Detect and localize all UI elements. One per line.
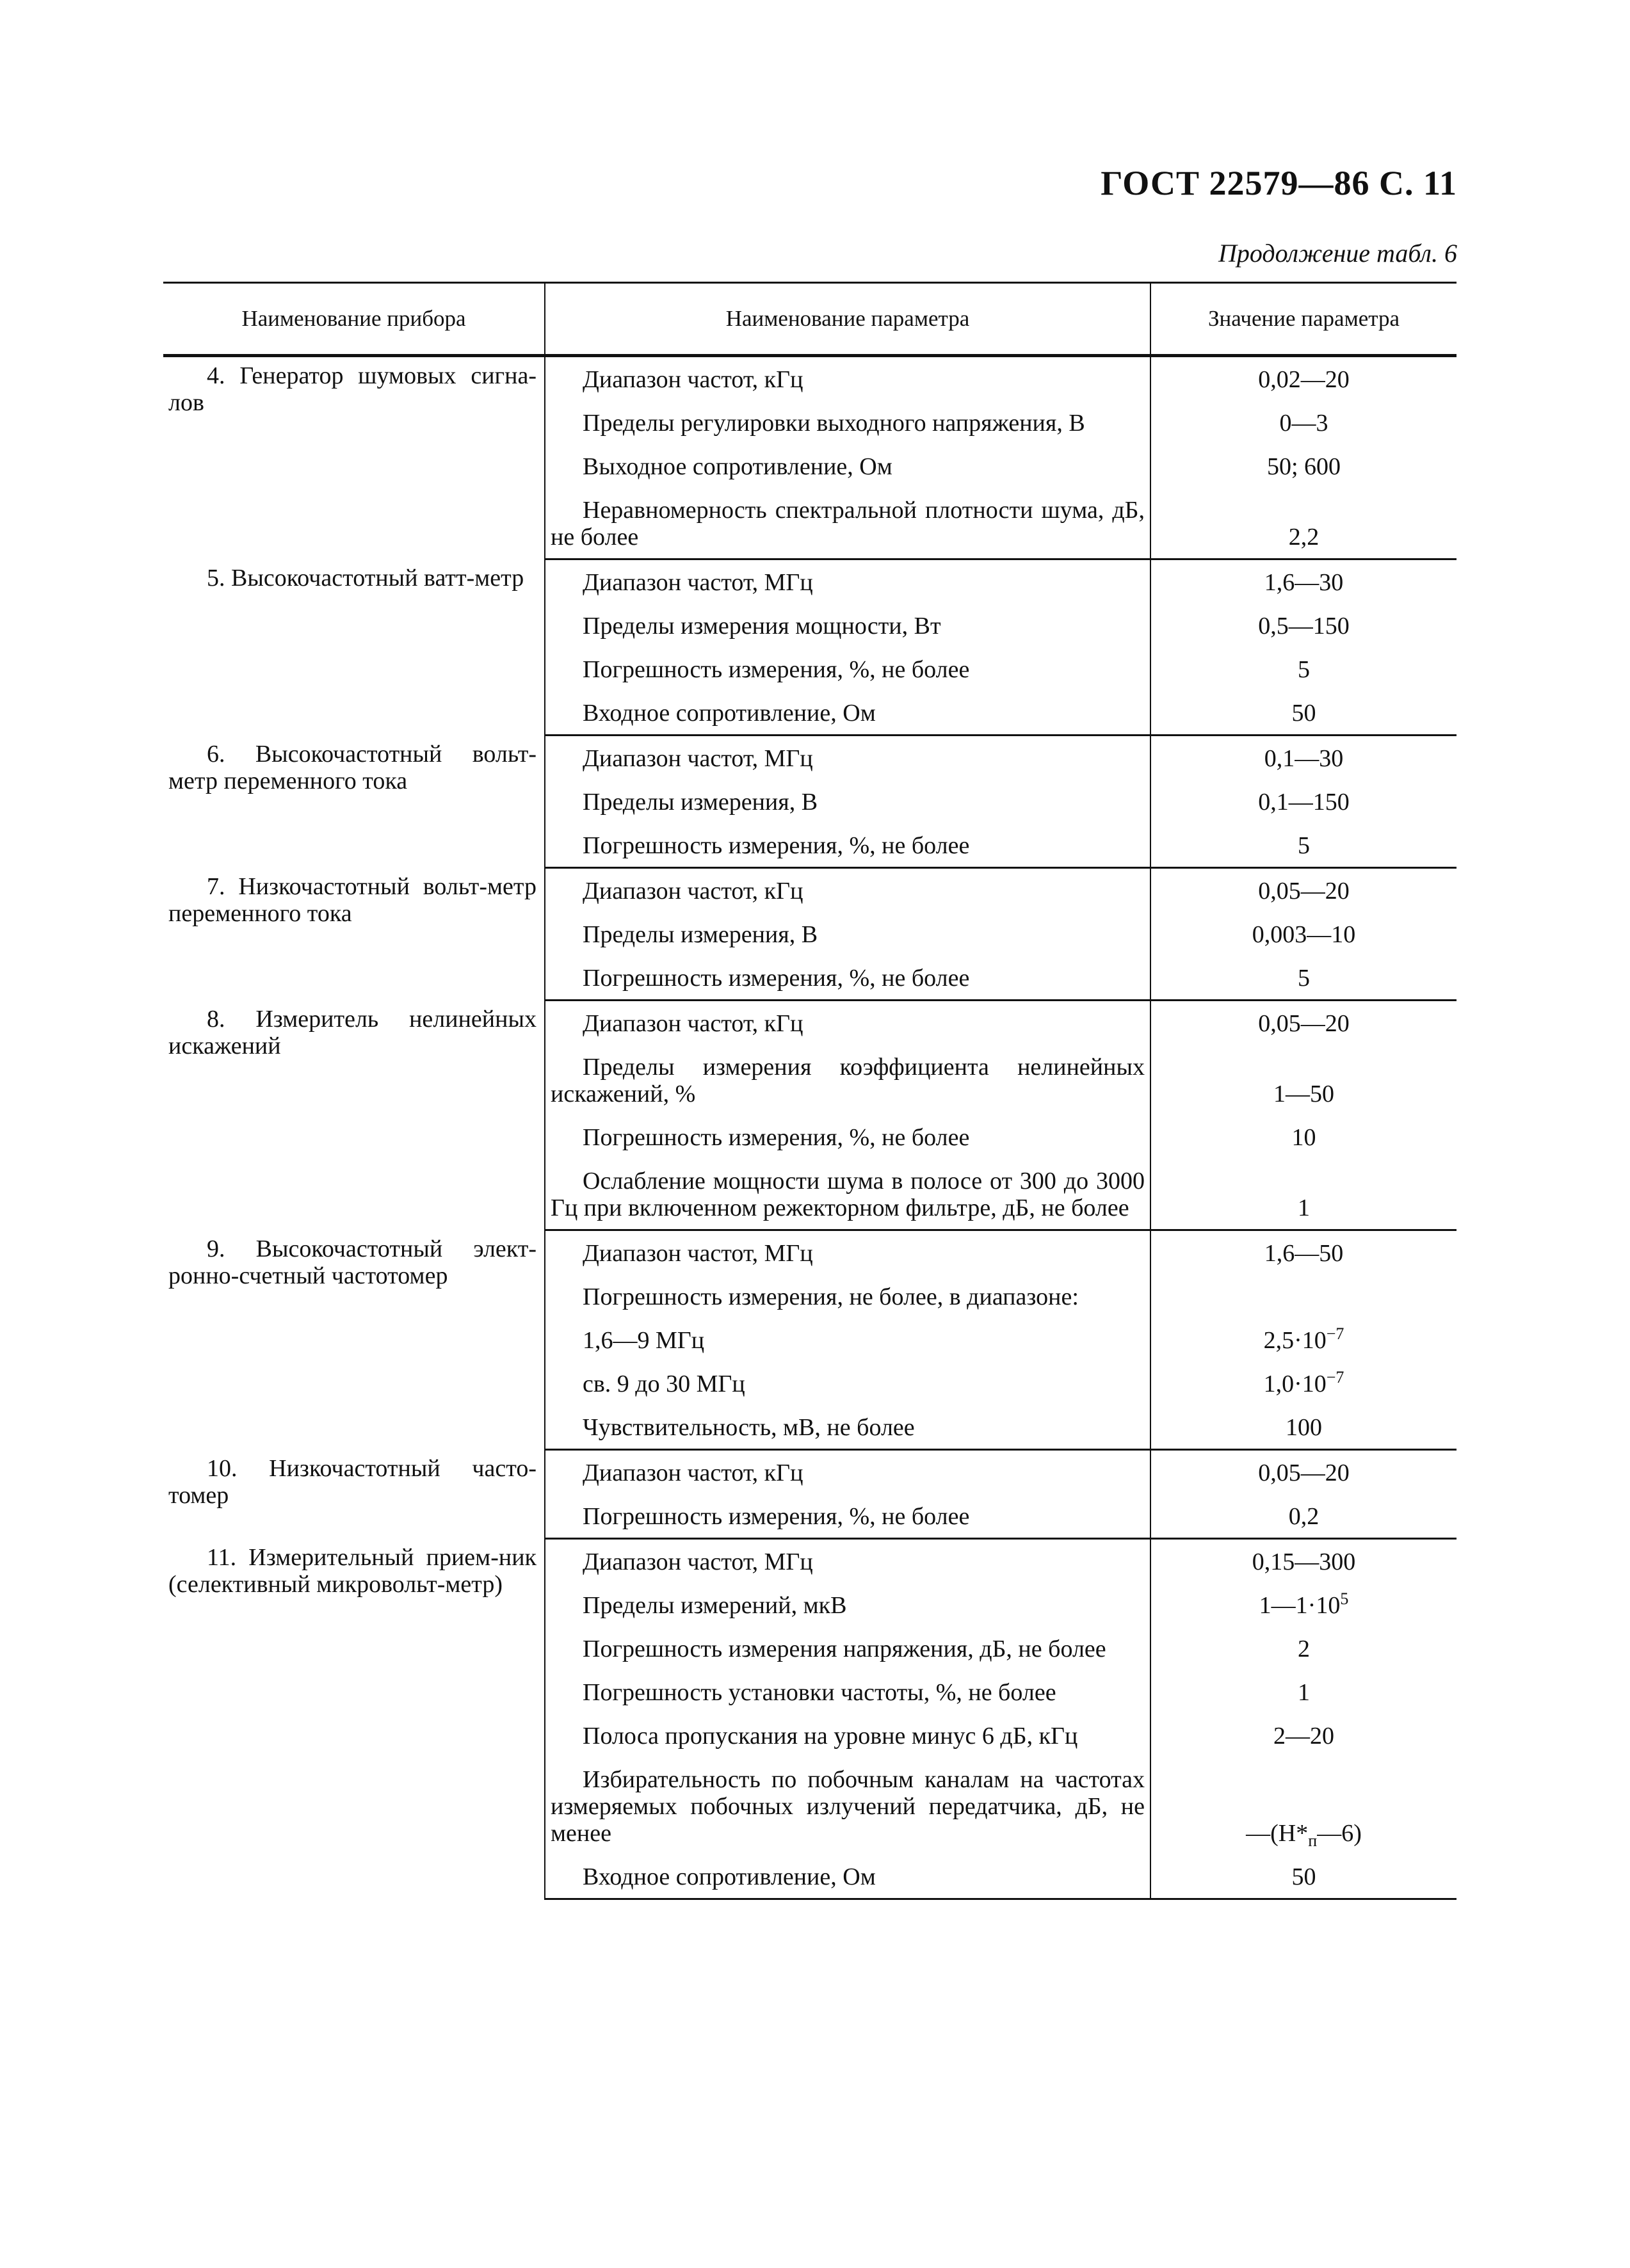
value-text: 0,1—30 bbox=[1264, 745, 1344, 772]
value-text: 2,2 bbox=[1288, 524, 1319, 551]
device-name-cell bbox=[163, 356, 545, 559]
value-cell bbox=[1150, 1001, 1457, 1045]
parameter-cell bbox=[545, 1318, 1150, 1362]
parameter-name: Диапазон частот, кГц bbox=[583, 878, 803, 905]
value-text: 5 bbox=[1298, 656, 1310, 683]
parameter-name: св. 9 до 30 МГц bbox=[583, 1371, 745, 1397]
parameter-name: Диапазон частот, кГц bbox=[583, 1460, 803, 1486]
value-text: 2—20 bbox=[1273, 1723, 1334, 1749]
parameter-name: Чувствительность, мВ, не более bbox=[583, 1414, 915, 1441]
value-text: 100 bbox=[1286, 1414, 1322, 1441]
parameter-cell bbox=[545, 1230, 1150, 1275]
value-text: 0,15—300 bbox=[1252, 1548, 1356, 1575]
device-name-cell bbox=[163, 736, 545, 868]
parameter-value bbox=[1155, 1503, 1453, 1530]
parameter-name: Ослабление мощности шума в полосе от 300 до 3000 Гц при включенном режекторном фильтре, дБ, не более bbox=[551, 1168, 1145, 1221]
parameter-value bbox=[1155, 656, 1453, 683]
parameter-value bbox=[1155, 613, 1453, 639]
parameter-cell bbox=[545, 488, 1150, 559]
parameter-name: Пределы измерения мощности, Вт bbox=[583, 613, 941, 639]
parameter-name: Неравномерность спектральной плотности шума, дБ, не более bbox=[551, 497, 1145, 551]
value-text: 50 bbox=[1291, 700, 1316, 727]
parameter-cell bbox=[545, 956, 1150, 1001]
table-row bbox=[163, 1539, 1457, 1584]
parameter-cell bbox=[545, 1115, 1150, 1159]
value-cell bbox=[1150, 1159, 1457, 1230]
parameter-name: Погрешность измерения, не более, в диапазоне: bbox=[583, 1283, 1079, 1310]
parameter-cell bbox=[545, 1001, 1150, 1045]
parameter-name: Погрешность измерения напряжения, дБ, не более bbox=[583, 1636, 1106, 1662]
parameter-cell bbox=[545, 604, 1150, 647]
device-name: 7. Низкочастотный вольт-метр переменного тока bbox=[168, 873, 537, 927]
value-cell bbox=[1150, 1115, 1457, 1159]
table-row bbox=[163, 356, 1457, 401]
parameter-name: 1,6—9 МГц bbox=[583, 1327, 705, 1354]
parameter-value bbox=[1155, 921, 1453, 948]
value-text: 1,6—50 bbox=[1264, 1240, 1344, 1267]
parameter-cell bbox=[545, 868, 1150, 913]
header-value: Значение параметра bbox=[1150, 283, 1457, 356]
parameter-value bbox=[1155, 569, 1453, 596]
value-cell bbox=[1150, 488, 1457, 559]
value-text: 0—3 bbox=[1279, 410, 1328, 437]
parameter-cell bbox=[545, 1275, 1150, 1318]
instrument-spec-table bbox=[163, 282, 1457, 1900]
parameter-value bbox=[1155, 1820, 1453, 1850]
value-exponent: 5 bbox=[1340, 1589, 1349, 1608]
value-cell bbox=[1150, 691, 1457, 736]
value-cell bbox=[1150, 1583, 1457, 1627]
parameter-name: Диапазон частот, кГц bbox=[583, 1010, 803, 1037]
parameter-cell bbox=[545, 1405, 1150, 1450]
value-cell bbox=[1150, 356, 1457, 401]
parameter-cell bbox=[545, 1854, 1150, 1899]
value-cell bbox=[1150, 604, 1457, 647]
value-cell bbox=[1150, 823, 1457, 868]
table-header-row bbox=[163, 283, 1457, 356]
device-name-cell bbox=[163, 559, 545, 736]
value-cell bbox=[1150, 1450, 1457, 1495]
parameter-name: Погрешность измерения, %, не более bbox=[583, 1124, 970, 1151]
parameter-value bbox=[1155, 1679, 1453, 1706]
value-text: 0,02—20 bbox=[1258, 366, 1350, 393]
device-name: 11. Измерительный прием-ник (селективный микровольт-метр) bbox=[168, 1543, 537, 1598]
header-parameter: Наименование параметра bbox=[545, 283, 1150, 356]
parameter-name: Избирательность по побочным каналам на частотах измеряемых побочных излучений передатчика, дБ, не менее bbox=[551, 1766, 1145, 1847]
value-exponent: −7 bbox=[1326, 1368, 1344, 1387]
parameter-name: Погрешность измерения, %, не более bbox=[583, 832, 970, 859]
device-name: 4. Генератор шумовых сигна-лов bbox=[168, 362, 537, 416]
device-name: 5. Высокочастотный ватт-метр bbox=[207, 564, 524, 591]
value-cell bbox=[1150, 1494, 1457, 1539]
parameter-name: Диапазон частот, кГц bbox=[583, 366, 803, 393]
value-cell bbox=[1150, 1757, 1457, 1854]
table-row bbox=[163, 868, 1457, 913]
parameter-value bbox=[1155, 453, 1453, 480]
parameter-name: Пределы измерения, В bbox=[583, 921, 818, 948]
value-exponent: −7 bbox=[1326, 1324, 1344, 1343]
table-row bbox=[163, 736, 1457, 780]
parameter-value bbox=[1155, 1723, 1453, 1749]
parameter-name: Пределы измерений, мкВ bbox=[583, 1592, 847, 1619]
value-cell bbox=[1150, 1045, 1457, 1115]
parameter-value bbox=[1155, 745, 1453, 772]
parameter-name: Пределы измерения, В bbox=[583, 789, 818, 816]
value-text: 5 bbox=[1298, 965, 1310, 992]
table-row bbox=[163, 1450, 1457, 1495]
device-name-cell bbox=[163, 1450, 545, 1539]
parameter-name: Входное сопротивление, Ом bbox=[583, 1863, 876, 1890]
parameter-value bbox=[1155, 410, 1453, 437]
parameter-name: Пределы регулировки выходного напряжения, В bbox=[583, 410, 1085, 437]
value-text: 50; 600 bbox=[1266, 453, 1341, 480]
parameter-value bbox=[1155, 832, 1453, 859]
parameter-value bbox=[1155, 1863, 1453, 1890]
parameter-name: Погрешность измерения, %, не более bbox=[583, 656, 970, 683]
parameter-value bbox=[1155, 1010, 1453, 1037]
table-continuation-caption: Продолжение табл. 6 bbox=[1218, 239, 1457, 268]
value-cell bbox=[1150, 1275, 1457, 1318]
parameter-value bbox=[1155, 366, 1453, 393]
value-cell bbox=[1150, 868, 1457, 913]
parameter-value bbox=[1155, 1240, 1453, 1267]
parameter-cell bbox=[545, 559, 1150, 604]
parameter-value bbox=[1155, 1368, 1453, 1397]
value-text: 50 bbox=[1291, 1863, 1316, 1890]
value-text: 0,05—20 bbox=[1258, 1010, 1350, 1037]
value-cell bbox=[1150, 1714, 1457, 1757]
value-text: 1—50 bbox=[1273, 1081, 1334, 1107]
value-cell bbox=[1150, 647, 1457, 691]
parameter-value bbox=[1155, 1460, 1453, 1486]
value-text: —(H* bbox=[1246, 1820, 1309, 1847]
parameter-value bbox=[1155, 1324, 1453, 1354]
parameter-name: Погрешность измерения, %, не более bbox=[583, 1503, 970, 1530]
parameter-value bbox=[1155, 1589, 1453, 1619]
parameter-name: Диапазон частот, МГц bbox=[583, 745, 813, 772]
value-text: 0,1—150 bbox=[1258, 789, 1350, 816]
parameter-value bbox=[1155, 700, 1453, 727]
parameter-cell bbox=[545, 1627, 1150, 1670]
parameter-value bbox=[1155, 1548, 1453, 1575]
value-tail: —6) bbox=[1317, 1820, 1362, 1847]
parameter-cell bbox=[545, 444, 1150, 488]
value-cell bbox=[1150, 1539, 1457, 1584]
parameter-cell bbox=[545, 736, 1150, 780]
device-name: 8. Измеритель нелинейных искажений bbox=[168, 1005, 537, 1059]
value-cell bbox=[1150, 1230, 1457, 1275]
table-row bbox=[163, 1001, 1457, 1045]
parameter-cell bbox=[545, 780, 1150, 823]
parameter-name: Пределы измерения коэффициента нелинейных искажений, % bbox=[551, 1054, 1145, 1107]
value-cell bbox=[1150, 1854, 1457, 1899]
device-name: 10. Низкочастотный часто-томер bbox=[168, 1454, 537, 1509]
parameter-cell bbox=[545, 1539, 1150, 1584]
value-cell bbox=[1150, 1670, 1457, 1714]
parameter-name: Диапазон частот, МГц bbox=[583, 569, 813, 596]
device-name: 9. Высокочастотный элект-ронно-счетный частотомер bbox=[168, 1235, 537, 1289]
value-text: 0,5—150 bbox=[1258, 613, 1350, 639]
parameter-value bbox=[1155, 1081, 1453, 1107]
parameter-name: Погрешность установки частоты, %, не более bbox=[583, 1679, 1056, 1706]
parameter-name: Диапазон частот, МГц bbox=[583, 1240, 813, 1267]
parameter-value bbox=[1155, 1124, 1453, 1151]
value-text: 1 bbox=[1298, 1194, 1310, 1221]
value-text: 10 bbox=[1291, 1124, 1316, 1151]
page-header: ГОСТ 22579—86 С. 11 bbox=[1101, 164, 1457, 202]
parameter-cell bbox=[545, 691, 1150, 736]
parameter-name: Полоса пропускания на уровне минус 6 дБ, кГц bbox=[583, 1723, 1078, 1749]
value-text: 2 bbox=[1298, 1636, 1310, 1662]
value-cell bbox=[1150, 1627, 1457, 1670]
value-text: 1,0·10 bbox=[1263, 1371, 1327, 1397]
value-cell bbox=[1150, 1405, 1457, 1450]
value-cell bbox=[1150, 401, 1457, 444]
device-name-cell bbox=[163, 1539, 545, 1899]
parameter-value bbox=[1155, 1414, 1453, 1441]
table-row bbox=[163, 559, 1457, 604]
value-cell bbox=[1150, 736, 1457, 780]
parameter-value bbox=[1155, 965, 1453, 992]
value-text: 5 bbox=[1298, 832, 1310, 859]
parameter-value bbox=[1155, 1636, 1453, 1662]
value-text: 1,6—30 bbox=[1264, 569, 1344, 596]
value-text: 2,5·10 bbox=[1263, 1327, 1327, 1354]
value-text: 0,003—10 bbox=[1252, 921, 1356, 948]
parameter-value bbox=[1155, 789, 1453, 816]
value-subscript: п bbox=[1308, 1831, 1318, 1850]
value-cell bbox=[1150, 559, 1457, 604]
parameter-cell bbox=[545, 1159, 1150, 1230]
header-device: Наименование прибора bbox=[163, 283, 545, 356]
parameter-cell bbox=[545, 1670, 1150, 1714]
parameter-value bbox=[1155, 1194, 1453, 1221]
table-row bbox=[163, 1230, 1457, 1275]
device-name-cell bbox=[163, 1001, 545, 1230]
value-cell bbox=[1150, 1362, 1457, 1405]
device-name-cell bbox=[163, 1230, 545, 1450]
parameter-value bbox=[1155, 524, 1453, 551]
value-cell bbox=[1150, 444, 1457, 488]
value-text: 0,05—20 bbox=[1258, 1460, 1350, 1486]
value-cell bbox=[1150, 1318, 1457, 1362]
device-name-cell bbox=[163, 868, 545, 1001]
parameter-cell bbox=[545, 1362, 1150, 1405]
parameter-cell bbox=[545, 1757, 1150, 1854]
parameter-cell bbox=[545, 1045, 1150, 1115]
parameter-name: Погрешность измерения, %, не более bbox=[583, 965, 970, 992]
parameter-name: Выходное сопротивление, Ом bbox=[583, 453, 892, 480]
value-text: 0,2 bbox=[1288, 1503, 1319, 1530]
parameter-cell bbox=[545, 401, 1150, 444]
value-cell bbox=[1150, 780, 1457, 823]
parameter-cell bbox=[545, 912, 1150, 956]
parameter-cell bbox=[545, 823, 1150, 868]
parameter-cell bbox=[545, 1450, 1150, 1495]
value-text: 0,05—20 bbox=[1258, 878, 1350, 905]
parameter-name: Диапазон частот, МГц bbox=[583, 1548, 813, 1575]
value-cell bbox=[1150, 956, 1457, 1001]
parameter-cell bbox=[545, 1714, 1150, 1757]
device-name: 6. Высокочастотный вольт-метр переменного тока bbox=[168, 740, 537, 794]
parameter-value bbox=[1155, 878, 1453, 905]
table-body bbox=[163, 356, 1457, 1899]
parameter-cell bbox=[545, 1583, 1150, 1627]
value-text: 1 bbox=[1298, 1679, 1310, 1706]
parameter-cell bbox=[545, 647, 1150, 691]
parameter-cell bbox=[545, 1494, 1150, 1539]
parameter-name: Входное сопротивление, Ом bbox=[583, 700, 876, 727]
value-cell bbox=[1150, 912, 1457, 956]
parameter-cell bbox=[545, 356, 1150, 401]
value-text: 1—1·10 bbox=[1259, 1592, 1341, 1619]
